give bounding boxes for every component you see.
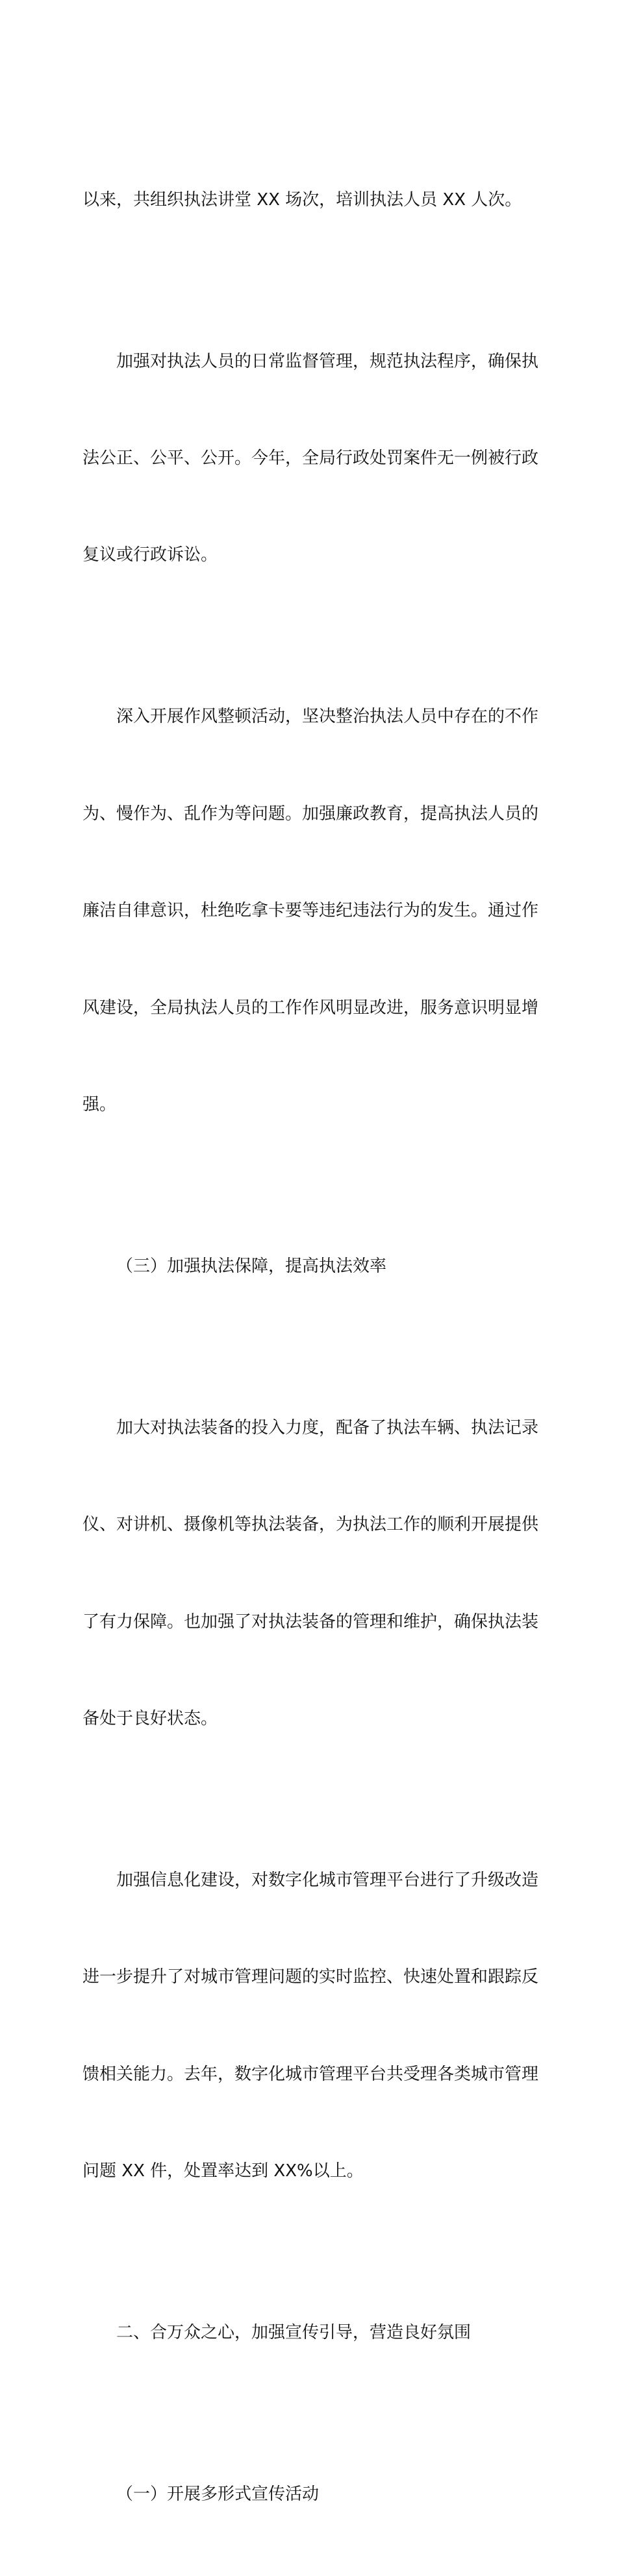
text-line: 强。 <box>82 1094 117 1114</box>
text-line: 进一步提升了对城市管理问题的实时监控、快速处置和跟踪反 <box>82 1967 539 1987</box>
text-line: 馈相关能力。去年，数字化城市管理平台共受理各类城市管理 <box>82 2064 539 2084</box>
heading-text: （一）开展多形式宣传活动 <box>116 2484 320 2505</box>
heading-text: 二、合万众之心，加强宣传引导，营造良好氛围 <box>116 2323 472 2343</box>
text-line: 加强信息化建设，对数字化城市管理平台进行了升级改造 <box>116 1871 539 1891</box>
text-line: 仪、对讲机、摄像机等执法装备，为执法工作的顺利开展提供 <box>82 1515 539 1535</box>
text-line: 法公正、公平、公开。今年，全局行政处罚案件无一例被行政 <box>82 448 539 468</box>
paragraph-work-style <box>82 637 541 1186</box>
text-line: 备处于良好状态。 <box>82 1709 218 1729</box>
text-line: 风建设，全局执法人员的工作作风明显改进，服务意识明显增 <box>82 998 539 1018</box>
text-line: 了有力保障。也加强了对执法装备的管理和维护，确保执法装 <box>82 1612 539 1632</box>
subsection-heading-activities <box>82 2414 541 2576</box>
text-line: 加大对执法装备的投入力度，配备了执法车辆、执法记录 <box>116 1417 539 1438</box>
paragraph-supervision <box>82 281 541 637</box>
text-line: 廉洁自律意识，杜绝吃拿卡要等违纪违法行为的发生。通过作 <box>82 901 539 921</box>
paragraph-training-summary <box>82 119 541 281</box>
text-line: 加强对执法人员的日常监督管理，规范执法程序，确保执 <box>116 351 539 371</box>
section-heading-publicity <box>82 2253 541 2414</box>
text-line: 深入开展作风整顿活动，坚决整治执法人员中存在的不作 <box>116 707 539 727</box>
section-heading-enforcement-support <box>82 1186 541 1347</box>
heading-text: （三）加强执法保障，提高执法效率 <box>116 1256 387 1276</box>
paragraph-equipment <box>82 1347 541 1800</box>
document-body <box>82 119 541 2576</box>
text-line: 问题 XX 件，处置率达到 XX%以上。 <box>82 2161 364 2181</box>
paragraph-informatization <box>82 1800 541 2252</box>
text-line: 为、慢作为、乱作为等问题。加强廉政教育，提高执法人员的 <box>82 803 539 824</box>
text-line: 以来，共组织执法讲堂 XX 场次，培训执法人员 XX 人次。 <box>82 190 522 210</box>
text-line: 复议或行政诉讼。 <box>82 545 218 565</box>
